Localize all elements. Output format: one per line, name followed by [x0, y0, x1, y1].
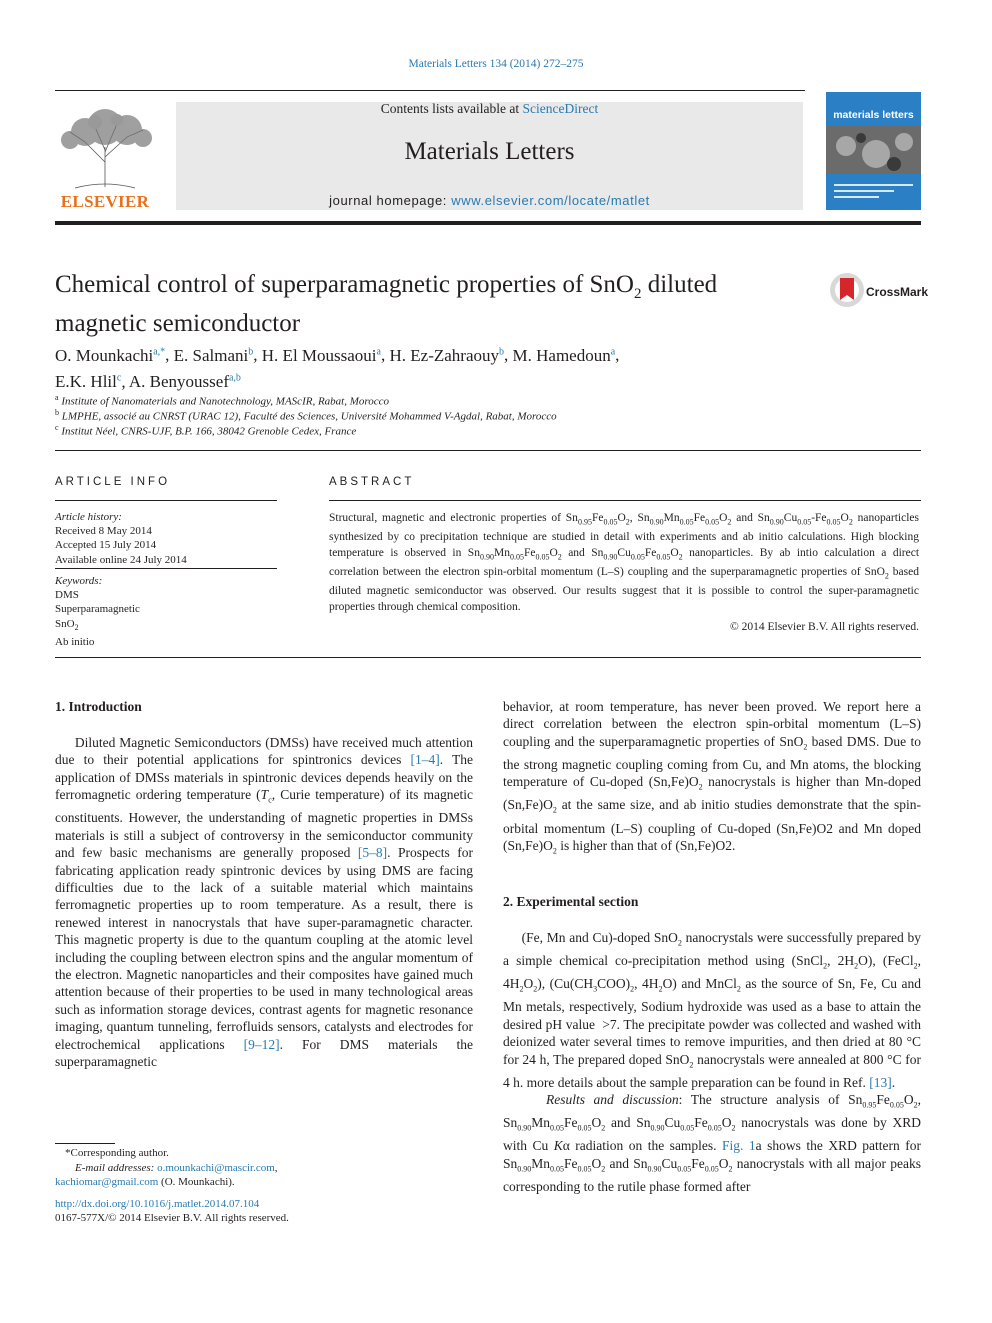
keyword: Ab initio: [55, 636, 95, 648]
email-link[interactable]: o.mounkachi@mascir.com: [157, 1161, 275, 1174]
divider: [55, 657, 921, 658]
citation-link[interactable]: [1–4]: [410, 752, 440, 768]
journal-title: Materials Letters: [404, 138, 575, 165]
abstract-text: Structural, magnetic and electronic properties of $Sn_{0.95}Fe_{0.05}O_2$, $Sn_{0.90}Mn_{0.05}Fe_{0.05}O_2$ and $Sn_{0.90}Cu_{0.05}-Fe_{0.05}O_2$ nanoparticles synthesized by co precipitation technique are studied in detail with experiments and ab initio calculations. High blocking temperature is observed in $Sn_{0.90}Mn_{0.05}Fe_{0.05}O_2$ and $Sn_{0.90}Cu_{0.05}Fe_{0.05}O_2$ nanoparticles. By ab intio calculation a direct correlation between the electron spin-orbital momentum (L–S) coupling and the superparamagnetic properties of SnO$_2$ based diluted magnetic semiconductor was observed. Our results suggest that it is possible to control the super-paramagnetic properties through chemical composition.: [329, 512, 920, 613]
affiliation: $^b$ LMPHE, associé au CNRST (URAC 12), Faculté des Sciences, Université Mohammed V-Agdal, Rabat, Morocco: [55, 408, 557, 423]
section-heading-experimental: 2. Experimental section: [503, 894, 639, 909]
keyword: Superparamagnetic: [55, 603, 140, 616]
header-rule: [55, 90, 805, 91]
header-thick-rule: [55, 221, 921, 225]
homepage-line: [176, 193, 803, 208]
abstract-label: ABSTRACT: [329, 476, 415, 488]
author-list: O. Mounkachi$^{a,*}$, E. Salmani$^b$, H. El Moussaoui$^a$, H. Ez-Zahraouy$^b$, M. Hamedoun$^a$, E.K. Hlil$^c$, A. Benyoussef$^{a,b}$: [55, 345, 620, 392]
title-subscript: 2: [633, 286, 642, 302]
author[interactable]: H. Ez-Zahraouy$^b$: [389, 345, 504, 365]
journal-citation[interactable]: Materials Letters 134 (2014) 272–275: [408, 58, 584, 70]
info-divider: [55, 568, 277, 569]
doi-link[interactable]: http://dx.doi.org/10.1016/j.matlet.2014.07.104: [55, 1197, 260, 1210]
crossmark-icon[interactable]: [829, 272, 865, 308]
issn-line: 0167-577X/© 2014 Elsevier B.V. All rights reserved.: [55, 1212, 289, 1224]
homepage-prefix: journal homepage:: [329, 193, 452, 208]
info-divider: [55, 500, 277, 501]
cover-line: [834, 196, 879, 198]
online-date: Available online 24 July 2014: [55, 553, 187, 566]
keyword: SnO$_2$: [55, 617, 79, 632]
footnotes: *Corresponding author. E-mail addresses: o.mounkachi@mascir.com, kachiomar@gmail.com (O. Mounkachi). http://dx.doi.org/10.1016/j.matlet.2014.07.104 0167-577X/© 2014 Elsevier B.V. All rights reserved.: [55, 1146, 473, 1226]
accepted-date: Accepted 15 July 2014: [55, 539, 157, 552]
sciencedirect-link[interactable]: ScienceDirect: [522, 101, 599, 116]
email-owner: (O. Mounkachi).: [158, 1176, 235, 1188]
cover-line: [834, 184, 913, 186]
homepage-link[interactable]: www.elsevier.com/locate/matlet: [451, 193, 650, 208]
citation-link[interactable]: [5–8]: [357, 845, 388, 861]
title-text: Chemical control of superparamagnetic properties of SnO: [55, 271, 634, 298]
email-label: E-mail addresses:: [75, 1161, 158, 1174]
results-label: Results and discussion: [545, 1092, 679, 1107]
title-text: diluted magnetic semiconductor: [55, 271, 718, 337]
abstract-copyright: © 2014 Elsevier B.V. All rights reserved.: [730, 621, 919, 633]
keywords: [55, 574, 277, 649]
elsevier-wordmark: ELSEVIER: [60, 192, 150, 211]
citation-link[interactable]: [13]: [869, 1074, 892, 1090]
experimental-text: (Fe, Mn and Cu)-doped SnO$_2$ nanocrystals were successfully prepared by a simple chemical co-precipitation method using (SnCl$_2$, $2H_2O$), (FeCl$_2$, $4H_2O_2$), ($Cu(CH_3COO)_2$, $4H_2O$) and MnCl$_2$ as the source of Sn, Fe, Cu and Mn metals, respectively, Sodium hydroxide was used as a base to attain the desired pH value >7. The precipitate powder was collected and washed with deionized water several times to remove impurities, and then dried at 80 °C for 24 h, The prepared doped SnO$_2$ nanocrystals were annealed at 800 °C for 4 h. more details about the sample preparation can be found in Ref. [13]. Results and discussion: The structure analysis of $Sn_{0.95}Fe_{0.05}O_2$, $Sn_{0.90}Mn_{0.05}Fe_{0.05}O_2$ and $Sn_{0.90}Cu_{0.05}Fe_{0.05}O_2$ nanocrystals was done by XRD with Cu Kα radiation on the samples. Fig. 1a shows the XRD pattern for $Sn_{0.90}Mn_{0.05}Fe_{0.05}O_2$ and $Sn_{0.90}Cu_{0.05}Fe_{0.05}O_2$ nanocrystals with all major peaks corresponding to the rutile phase formed after: [503, 930, 922, 1194]
cover-line: [834, 190, 894, 192]
abstract-divider: [329, 500, 921, 501]
author[interactable]: E.K. Hlil$^c$: [55, 372, 122, 392]
received-date: Received 8 May 2014: [55, 525, 152, 538]
author[interactable]: O. Mounkachi$^{a,*}$: [55, 345, 166, 365]
footnote-rule: [55, 1143, 115, 1144]
article-history: [55, 510, 277, 567]
introduction-text: Diluted Magnetic Semiconductors (DMSs) have received much attention due to their potential applications for spintronics devices [1–4]. The application of DMSs materials in spintronic devices depends heavily on the ferromagnetic ordering temperature ($T_c$, Curie temperature) of its magnetic constituents. However, the understanding of magnetic properties in DMSs materials is still a subject of controversy in the semiconductor community and few basic mechanisms are generally proposed [5–8]. Prospects for fabricating application ready spintronic devices by using DMS are facing difficulties due to the lack of a suitable material which maintains ferromagnetic properties up to room temperature. As a result, there is renewed interest in nanocrystals that have super-paramagnetic character. This magnetic property is due to the quantum coupling at the atomic level including the coupling between electron spins and the angular momentum of the electron. Magnetic nanoparticles and their composites have gained much attention because of their properties to be used in many technological areas such as information storage devices, contrast agents for magnetic resonance imaging, quantum tunneling, ferrofluids sensors, catalysts and electrodes for electrochemical applications [9–12]. For DMS materials the superparamagnetic: [55, 735, 474, 1069]
cover-image: [826, 126, 921, 174]
affiliation: $^c$ Institut Néel, CNRS-UJF, B.P. 166, 38042 Grenoble Cedex, France: [55, 423, 357, 438]
article-title: [55, 270, 795, 338]
author[interactable]: H. El Moussaoui$^a$: [261, 345, 381, 365]
contents-line: [176, 101, 803, 117]
citation-link[interactable]: [9–12]: [243, 1036, 280, 1052]
cover-text-area: [826, 178, 921, 210]
introduction-text-continued: behavior, at room temperature, has never been proved. We report here a direct correlation between the electron spin-orbital momentum (L–S) coupling and the superparamagnetic properties of SnO$_2$ based DMS. Due to the strong magnetic coupling coming from Cu, and Mn atoms, the blocking temperature of Cu-doped $(Sn,Fe)O_2$ nanocrystals is higher than Mn-doped $(Sn,Fe)O_2$ at the same size, and ab initio studies demonstrate that the spin-orbital momentum (L–S) coupling of Cu-doped (Sn,Fe)O2 and Mn doped $(Sn,Fe)O_2$ is higher than that of (Sn,Fe)O2.: [503, 699, 921, 856]
keyword: DMS: [55, 589, 79, 602]
contents-prefix: Contents lists available at: [380, 101, 523, 116]
history-label: Article history:: [55, 511, 122, 523]
corresponding-author-note: *Corresponding author.: [65, 1147, 169, 1159]
crossmark-label: CrossMark: [866, 285, 929, 299]
author[interactable]: A. Benyoussef$^{a,b}$: [128, 372, 241, 392]
section-heading-introduction: 1. Introduction: [55, 699, 142, 714]
keywords-label: Keywords:: [55, 575, 103, 587]
author[interactable]: E. Salmani$^b$: [173, 345, 254, 365]
cover-title: materials letters: [833, 109, 914, 121]
article-info-label: ARTICLE INFO: [55, 476, 171, 488]
figure-link[interactable]: Fig. 1: [722, 1138, 756, 1154]
email-link[interactable]: kachiomar@gmail.com: [55, 1176, 159, 1188]
author[interactable]: M. Hamedoun$^a$: [512, 345, 616, 365]
divider: [55, 450, 921, 451]
affiliation: $^a$ Institute of Nanomaterials and Nanotechnology, MAScIR, Rabat, Morocco: [55, 393, 390, 408]
